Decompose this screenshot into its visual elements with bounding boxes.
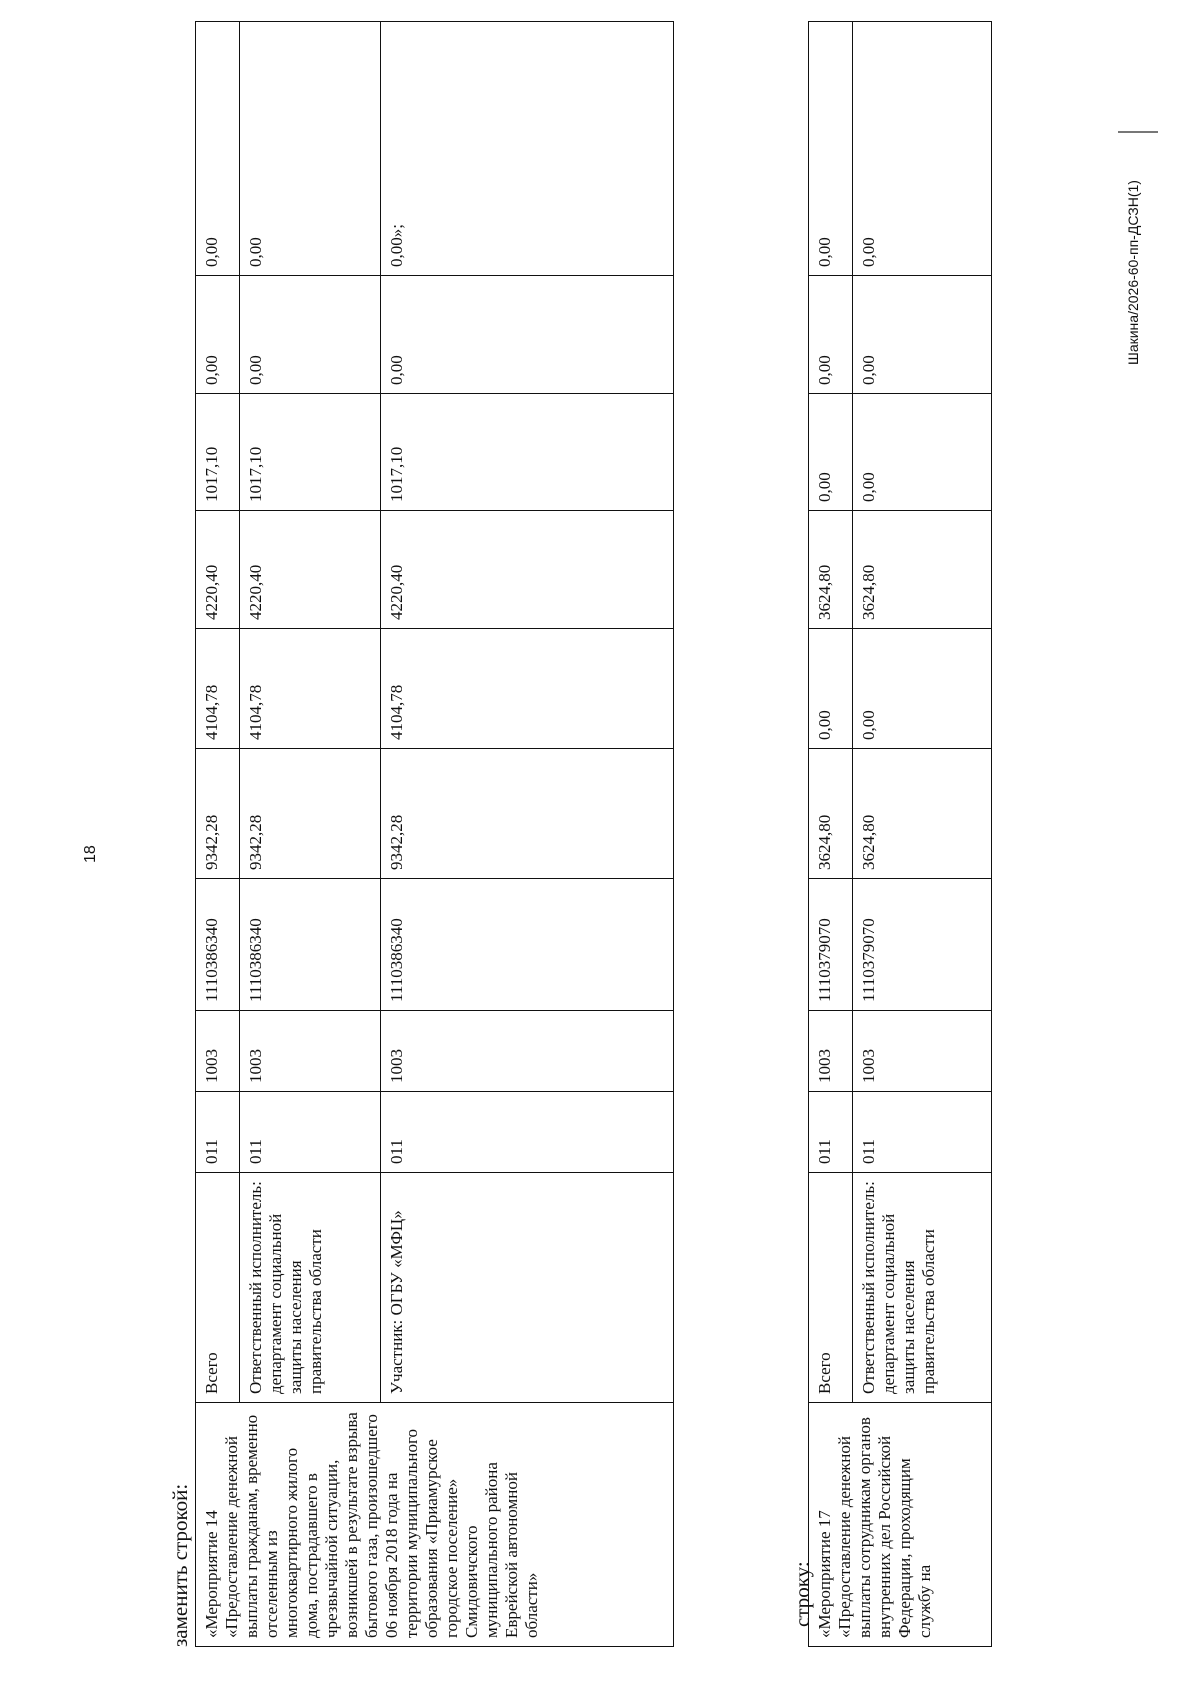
csr-code: 1110379070: [809, 879, 853, 1011]
grbs-code: 011: [853, 1092, 992, 1173]
row-label: Ответственный исполнитель: департамент социальной защиты населения правительства области: [853, 1173, 992, 1403]
csr-code: 1110379070: [853, 879, 992, 1011]
amount-year-2: 4220,40: [240, 511, 381, 629]
margin-mark: [1118, 131, 1158, 133]
grbs-code: 011: [809, 1092, 853, 1173]
table-row: [196, 22, 240, 1647]
amount-year-1: 0,00: [809, 629, 853, 749]
amount-total: 3624,80: [853, 749, 992, 879]
amount-year-5: 0,00: [809, 22, 853, 276]
amount-year-4: 0,00: [240, 276, 381, 394]
amount-year-3: 0,00: [853, 394, 992, 511]
grbs-code: 011: [240, 1092, 381, 1173]
rzpr-code: 1003: [809, 1011, 853, 1092]
event-name-cell: «Мероприятие 14 «Предоставление денежной выплаты гражданам, временно отселенным из многоквартирного жилого дома, пострадавшего в чрезвычайной ситуации, возникшей в результате взрыва бытового газа, произошедшего 06 ноября 2018 года на территории муниципального образования «Приамурское городское поселение» Смидовичского муниципального района Еврейской автономной области»: [196, 1403, 674, 1647]
csr-code: 1110386340: [381, 879, 674, 1011]
amount-year-4: 0,00: [853, 276, 992, 394]
amount-year-1: 4104,78: [240, 629, 381, 749]
amount-year-5: 0,00: [240, 22, 381, 276]
row-label: Всего: [809, 1173, 853, 1403]
amount-year-2: 4220,40: [196, 511, 240, 629]
row-label: Участник: ОГБУ «МФЦ»: [381, 1173, 674, 1403]
rzpr-code: 1003: [853, 1011, 992, 1092]
amount-year-5: 0,00: [196, 22, 240, 276]
replace-with-row-caption: заменить строкой:: [168, 1483, 192, 1647]
row-caption: строку:: [790, 1561, 814, 1627]
amount-year-4: 0,00: [196, 276, 240, 394]
table-row: [809, 22, 853, 1647]
grbs-code: 011: [196, 1092, 240, 1173]
event-name-cell: «Мероприятие 17 «Предоставление денежной выплаты сотрудникам органов внутренних дел Российской Федерации, проходящим службу на: [809, 1403, 992, 1647]
amount-total: 9342,28: [196, 749, 240, 879]
amount-year-4: 0,00: [381, 276, 674, 394]
amount-year-1: 4104,78: [196, 629, 240, 749]
amount-year-3: 1017,10: [381, 394, 674, 511]
budget-table-event-14: [195, 21, 674, 1647]
amount-year-5: 0,00: [853, 22, 992, 276]
amount-year-5: 0,00»;: [381, 22, 674, 276]
row-label: Ответственный исполнитель: департамент социальной защиты населения правительства области: [240, 1173, 381, 1403]
page-number: 18: [82, 845, 99, 863]
amount-year-2: 3624,80: [809, 511, 853, 629]
grbs-code: 011: [381, 1092, 674, 1173]
amount-year-3: 0,00: [809, 394, 853, 511]
amount-total: 9342,28: [381, 749, 674, 879]
amount-year-1: 0,00: [853, 629, 992, 749]
amount-total: 3624,80: [809, 749, 853, 879]
amount-year-2: 3624,80: [853, 511, 992, 629]
document-code: Шакина/2026-60-пп-ДСЗН(1): [1125, 180, 1141, 365]
rzpr-code: 1003: [196, 1011, 240, 1092]
row-label: Всего: [196, 1173, 240, 1403]
rzpr-code: 1003: [381, 1011, 674, 1092]
csr-code: 1110386340: [196, 879, 240, 1011]
amount-year-3: 1017,10: [240, 394, 381, 511]
amount-year-1: 4104,78: [381, 629, 674, 749]
amount-total: 9342,28: [240, 749, 381, 879]
amount-year-3: 1017,10: [196, 394, 240, 511]
rzpr-code: 1003: [240, 1011, 381, 1092]
amount-year-4: 0,00: [809, 276, 853, 394]
csr-code: 1110386340: [240, 879, 381, 1011]
budget-table-event-17: [808, 21, 992, 1647]
amount-year-2: 4220,40: [381, 511, 674, 629]
